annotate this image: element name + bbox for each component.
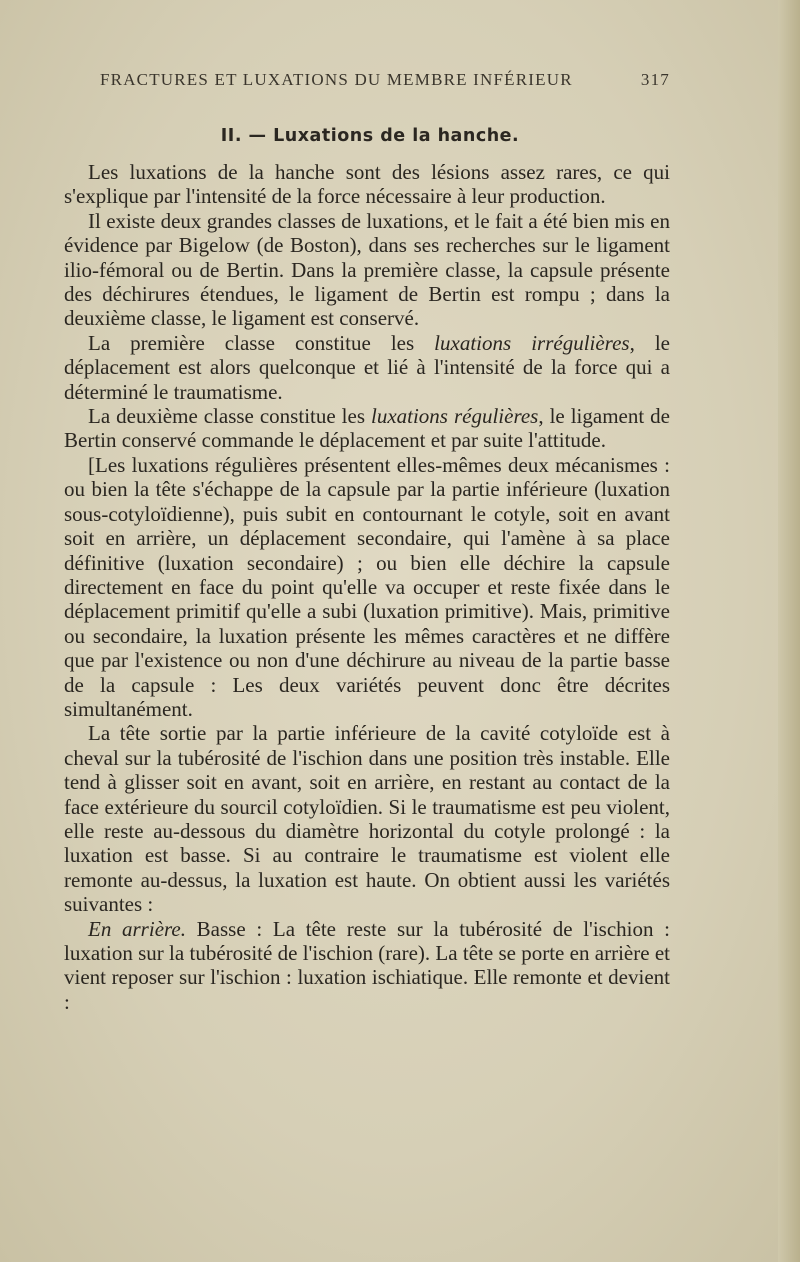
section-title: II. — Luxations de la hanche. <box>220 126 520 146</box>
paragraph-text: La première classe constitue les <box>88 330 435 355</box>
emphasis-irregular: luxations irrégulières <box>434 330 630 355</box>
paragraph <box>64 917 670 1015</box>
running-title: FRACTURES ET LUXATIONS DU MEMBRE INFÉRIEUR <box>100 70 573 89</box>
paragraph-text: , le ligament de Bertin conservé commande le déplacement et par suite l'attitude. <box>64 404 670 453</box>
paragraph-text: , le déplacement est alors quelconque et lié à l'intensité de la force qui a déterminé le traumatisme. <box>64 330 671 404</box>
paragraph: Les luxations de la hanche sont des lésions assez rares, ce qui s'explique par l'intensité de la force nécessaire à leur production. <box>64 160 670 209</box>
running-head <box>100 70 670 90</box>
paragraph <box>64 404 670 453</box>
page-number: 317 <box>640 70 670 89</box>
paragraph <box>64 331 670 404</box>
paragraph-text: La deuxième classe constitue les <box>88 404 371 429</box>
body-text <box>64 160 670 1014</box>
paragraph: Il existe deux grandes classes de luxations, et le fait a été bien mis en évidence par Bigelow (de Boston), dans ses recherches sur le ligament ilio-fémoral ou de Bertin. Dans la première classe, la capsule présente des déchirures étendues, le ligament de Bertin est rompu ; dans la deuxième classe, le ligament est conservé. <box>64 208 670 331</box>
page-edge <box>778 0 800 1262</box>
emphasis-en-arriere: En arrière. <box>88 916 186 941</box>
paragraph: La tête sortie par la partie inférieure de la cavité cotyloïde est à cheval sur la tubérosité de l'ischion dans une position très instable. Elle tend à glisser soit en avant, soit en arrière, en restant au contact de la face extérieure du sourcil cotyloïdien. Si le traumatisme est peu violent, elle reste au-dessous du diamètre horizontal du cotyle prolongé : la luxation est basse. Si au contraire le traumatisme est violent elle remonte au-dessus, la luxation est haute. On obtient aussi les variétés suivantes : <box>64 721 670 917</box>
paragraph-text: Basse : La tête reste sur la tubérosité de l'ischion : luxation sur la tubérosité de l'ischion (rare). La tête se porte en arrière et vient reposer sur l'ischion : luxation ischiatique. Elle remonte et devient : <box>64 916 670 1014</box>
emphasis-regular: luxations régulières <box>370 404 539 429</box>
paragraph: [Les luxations régulières présentent elles-mêmes deux mécanismes : ou bien la tête s'échappe de la capsule par la partie inférieure (luxation sous-cotyloïdienne), puis subit en contournant le cotyle, soit en avant soit en arrière, un déplacement secondaire, qui l'amène à sa place définitive (luxation secondaire) ; ou bien elle déchire la capsule directement en face du point qu'elle va occuper et reste fixée dans le déplacement primitif qu'elle a subi (luxation primitive). Mais, primitive ou secondaire, la luxation présente les mêmes caractères et ne diffère que par l'existence ou non d'une déchirure au niveau de la partie basse de la capsule : Les deux variétés peuvent donc être décrites simultanément. <box>64 452 670 721</box>
